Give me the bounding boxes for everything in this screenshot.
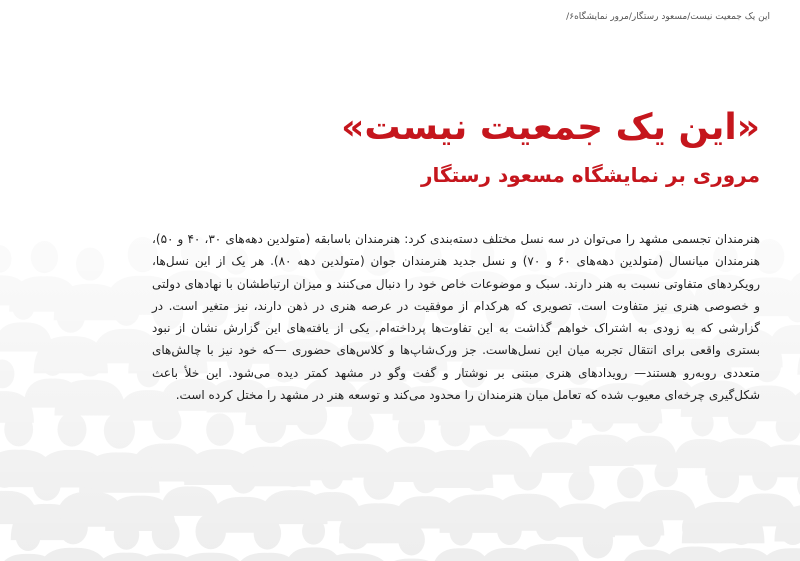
article-title: «این یک جمعیت نیست» xyxy=(341,107,760,148)
article-subtitle: مروری بر نمایشگاه مسعود رستگار xyxy=(421,163,760,187)
article-body: هنرمندان تجسمی مشهد را می‌توان در سه نسل مختلف دسته‌بندی کرد: هنرمندان باسابقه (متولدین دهه‌های ۳۰، ۴۰ و ۵۰)، هنرمندان میانسال (متولدین دهه‌های ۶۰ و ۷۰) و نسل جدید هنرمندان جوان (متولدین دهه ۸۰). هر یک از این نسل‌ها، رویکردهای متفاوتی نسبت به هنر دارند. سبک و موضوعات خاص خود را دنبال می‌کنند و میزان ارتباطشان با نهادهای دولتی و خصوصی هنری نیز متفاوت است. تصویری که هرکدام از موفقیت در عرصه هنری در ذهن دارند، نیز متغیر است. در گزارشی که به زودی به اشتراک خواهم گذاشت به این تفاوت‌ها پرداخته‌ام. یکی از یافته‌های این گزارش نشان از نبود بستری واقعی برای انتقال تجربه میان این نسل‌هاست. جز ورک‌شاپ‌ها و کلاس‌های حضوری —که خود نیز با چالش‌های متعددی روبه‌رو هستند— رویدادهای هنری مبتنی بر نوشتار و گفت وگو در مشهد کمتر دیده می‌شود. این خلأ باعث شکل‌گیری چرخه‌ای معیوب شده که تعامل میان هنرمندان را محدود می‌کند و توسعه هنر در مشهد را مختل کرده است. xyxy=(152,232,761,403)
breadcrumb: این یک جمعیت نیست/مسعود رستگار/مرور نمایشگاه۶/ xyxy=(566,12,770,22)
